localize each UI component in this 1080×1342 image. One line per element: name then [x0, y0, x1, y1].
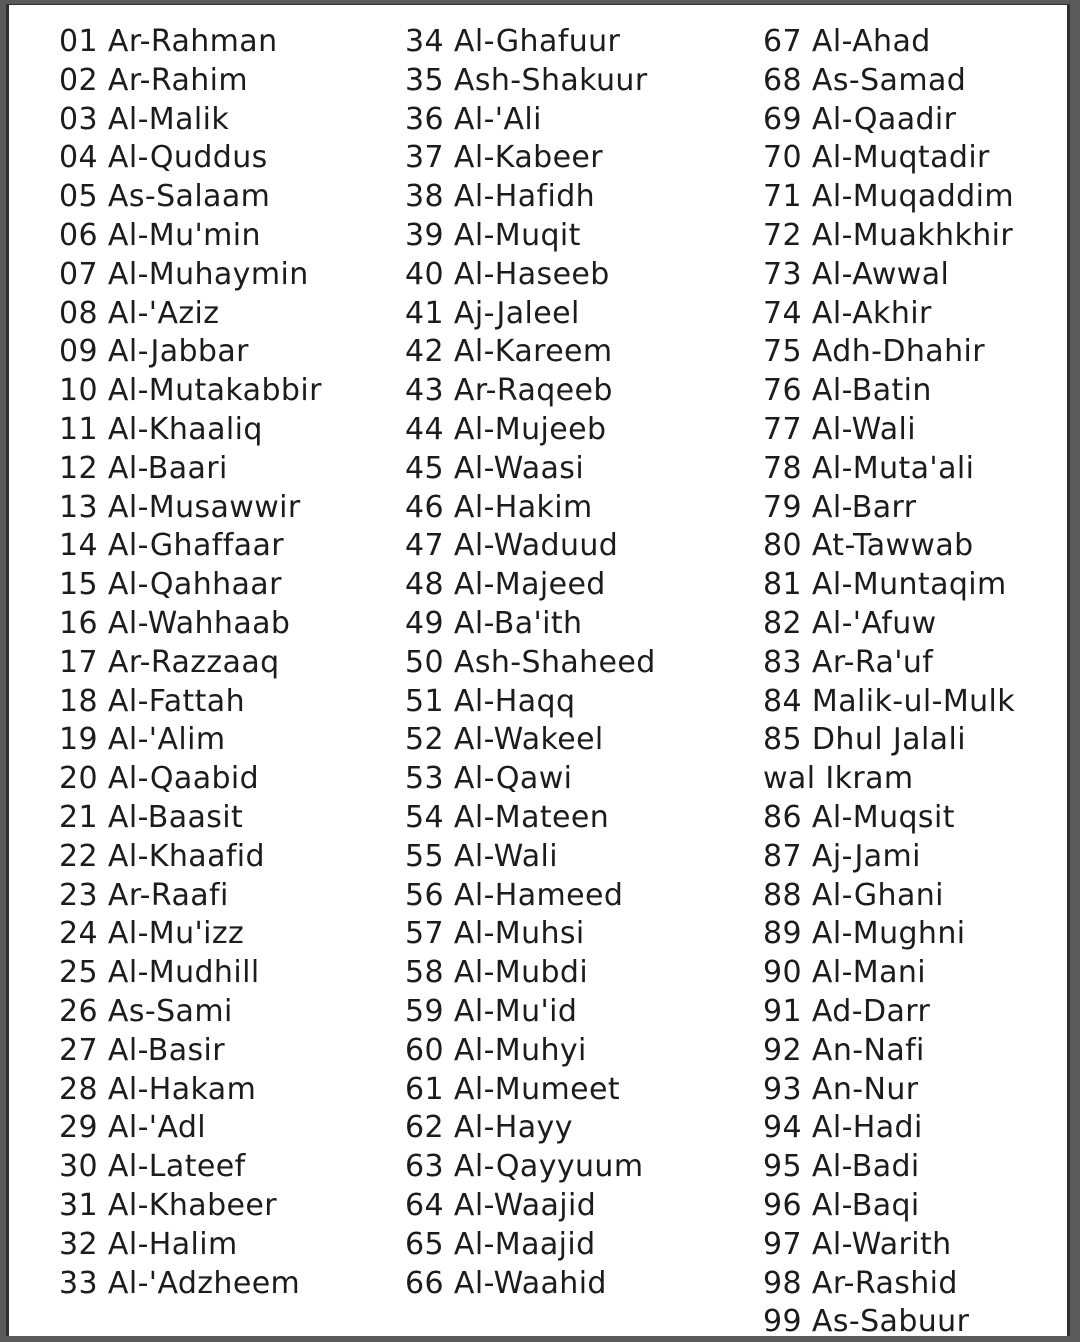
name-entry: 50 Ash-Shaheed [405, 644, 656, 680]
name-entry: 77 Al-Wali [763, 411, 916, 447]
name-entry: 61 Al-Mumeet [405, 1071, 620, 1107]
name-entry: 80 At-Tawwab [763, 528, 974, 564]
name-entry: 78 Al-Muta'ali [763, 450, 975, 486]
name-entry: 75 Adh-Dhahir [763, 334, 985, 370]
name-entry: 48 Al-Majeed [405, 567, 606, 603]
name-entry: 70 Al-Muqtadir [763, 140, 990, 176]
name-entry: 32 Al-Halim [59, 1226, 238, 1262]
name-entry: 10 Al-Mutakabbir [59, 373, 322, 409]
name-entry: 98 Ar-Rashid [763, 1265, 958, 1301]
name-entry: 11 Al-Khaaliq [59, 411, 263, 447]
name-entry: 94 Al-Hadi [763, 1110, 923, 1146]
name-entry: 69 Al-Qaadir [763, 101, 957, 137]
name-entry: 60 Al-Muhyi [405, 1032, 587, 1068]
name-entry: 35 Ash-Shakuur [405, 62, 648, 98]
name-entry: 84 Malik-ul-Mulk [763, 683, 1016, 719]
name-entry: 41 Aj-Jaleel [405, 295, 580, 331]
name-entry: 43 Ar-Raqeeb [405, 373, 613, 409]
name-entry: 95 Al-Badi [763, 1149, 920, 1185]
name-entry: 26 As-Sami [59, 993, 233, 1029]
name-entry: 71 Al-Muqaddim [763, 179, 1014, 215]
name-entry: 63 Al-Qayyuum [405, 1149, 644, 1185]
name-entry: 87 Aj-Jami [763, 838, 921, 874]
name-entry: 62 Al-Hayy [405, 1110, 573, 1146]
name-entry: 09 Al-Jabbar [59, 334, 249, 370]
name-entry: 36 Al-'Ali [405, 101, 542, 137]
name-entry: 27 Al-Basir [59, 1032, 225, 1068]
name-entry: 39 Al-Muqit [405, 217, 581, 253]
name-entry: 49 Al-Ba'ith [405, 605, 583, 641]
name-entry: 79 Al-Barr [763, 489, 917, 525]
name-entry: 96 Al-Baqi [763, 1187, 920, 1223]
name-entry: 57 Al-Muhsi [405, 916, 585, 952]
names-column-2 [405, 23, 656, 1303]
name-entry: 81 Al-Muntaqim [763, 567, 1007, 603]
name-entry: 56 Al-Hameed [405, 877, 624, 913]
name-entry: 21 Al-Baasit [59, 799, 244, 835]
name-entry: 25 Al-Mudhill [59, 955, 260, 991]
name-entry: 18 Al-Fattah [59, 683, 246, 719]
name-entry: 83 Ar-Ra'uf [763, 644, 934, 680]
name-entry: 01 Ar-Rahman [59, 24, 278, 59]
name-entry: 07 Al-Muhaymin [59, 256, 309, 292]
name-entry: 76 Al-Batin [763, 373, 932, 409]
name-entry: 28 Al-Hakam [59, 1071, 257, 1107]
name-entry: 90 Al-Mani [763, 955, 927, 991]
name-entry: 58 Al-Mubdi [405, 955, 589, 991]
name-entry: 24 Al-Mu'izz [59, 916, 245, 952]
name-entry: 64 Al-Waajid [405, 1187, 597, 1223]
name-entry: 88 Al-Ghani [763, 877, 944, 913]
name-entry: 68 As-Samad [763, 62, 967, 98]
name-entry: 15 Al-Qahhaar [59, 567, 282, 603]
name-entry: 06 Al-Mu'min [59, 217, 261, 253]
names-column-1 [59, 23, 322, 1303]
name-entry: 47 Al-Waduud [405, 528, 619, 564]
name-entry: 19 Al-'Alim [59, 722, 226, 758]
name-entry: 42 Al-Kareem [405, 334, 613, 370]
name-entry: 20 Al-Qaabid [59, 761, 260, 797]
name-entry: 33 Al-'Adzheem [59, 1265, 301, 1301]
name-entry: 52 Al-Wakeel [405, 722, 604, 758]
name-entry: 82 Al-'Afuw [763, 605, 937, 641]
name-entry: 23 Ar-Raafi [59, 877, 229, 913]
name-entry: 37 Al-Kabeer [405, 140, 604, 176]
name-entry: 65 Al-Maajid [405, 1226, 596, 1262]
name-entry: 51 Al-Haqq [405, 683, 576, 719]
name-entry: 05 As-Salaam [59, 179, 271, 215]
name-entry: 72 Al-Muakhkhir [763, 217, 1014, 253]
name-entry: 92 An-Nafi [763, 1032, 925, 1068]
name-entry: 67 Al-Ahad [763, 24, 931, 59]
name-entry: 97 Al-Warith [763, 1226, 952, 1262]
name-entry: 30 Al-Lateef [59, 1149, 246, 1185]
name-entry: 55 Al-Wali [405, 838, 558, 874]
name-entry: 53 Al-Qawi [405, 761, 573, 797]
name-entry: 13 Al-Musawwir [59, 489, 301, 525]
name-entry: 44 Al-Mujeeb [405, 411, 607, 447]
name-entry: 02 Ar-Rahim [59, 62, 249, 98]
names-column-3 [763, 23, 1015, 1342]
name-entry: 03 Al-Malik [59, 101, 230, 137]
name-entry: 34 Al-Ghafuur [405, 24, 621, 59]
name-entry: 85 Dhul Jalali [763, 722, 966, 758]
name-entry: 31 Al-Khabeer [59, 1187, 277, 1223]
names-list-page [6, 4, 1070, 1340]
name-entry: 46 Al-Hakim [405, 489, 593, 525]
name-entry: 22 Al-Khaafid [59, 838, 265, 874]
name-entry: wal Ikram [763, 761, 914, 797]
name-entry: 91 Ad-Darr [763, 993, 931, 1029]
name-entry: 74 Al-Akhir [763, 295, 932, 331]
name-entry: 89 Al-Mughni [763, 916, 966, 952]
name-entry: 04 Al-Quddus [59, 140, 268, 176]
name-entry: 14 Al-Ghaffaar [59, 528, 284, 564]
name-entry: 29 Al-'Adl [59, 1110, 207, 1146]
name-entry: 12 Al-Baari [59, 450, 228, 486]
name-entry: 66 Al-Waahid [405, 1265, 607, 1301]
name-entry: 40 Al-Haseeb [405, 256, 610, 292]
name-entry: 17 Ar-Razzaaq [59, 644, 280, 680]
name-entry: 86 Al-Muqsit [763, 799, 955, 835]
name-entry: 59 Al-Mu'id [405, 993, 578, 1029]
name-entry: 16 Al-Wahhaab [59, 605, 291, 641]
name-entry: 08 Al-'Aziz [59, 295, 220, 331]
name-entry: 99 As-Sabuur [763, 1304, 970, 1340]
name-entry: 38 Al-Hafidh [405, 179, 596, 215]
name-entry: 45 Al-Waasi [405, 450, 585, 486]
name-entry: 73 Al-Awwal [763, 256, 950, 292]
name-entry: 93 An-Nur [763, 1071, 919, 1107]
name-entry: 54 Al-Mateen [405, 799, 610, 835]
